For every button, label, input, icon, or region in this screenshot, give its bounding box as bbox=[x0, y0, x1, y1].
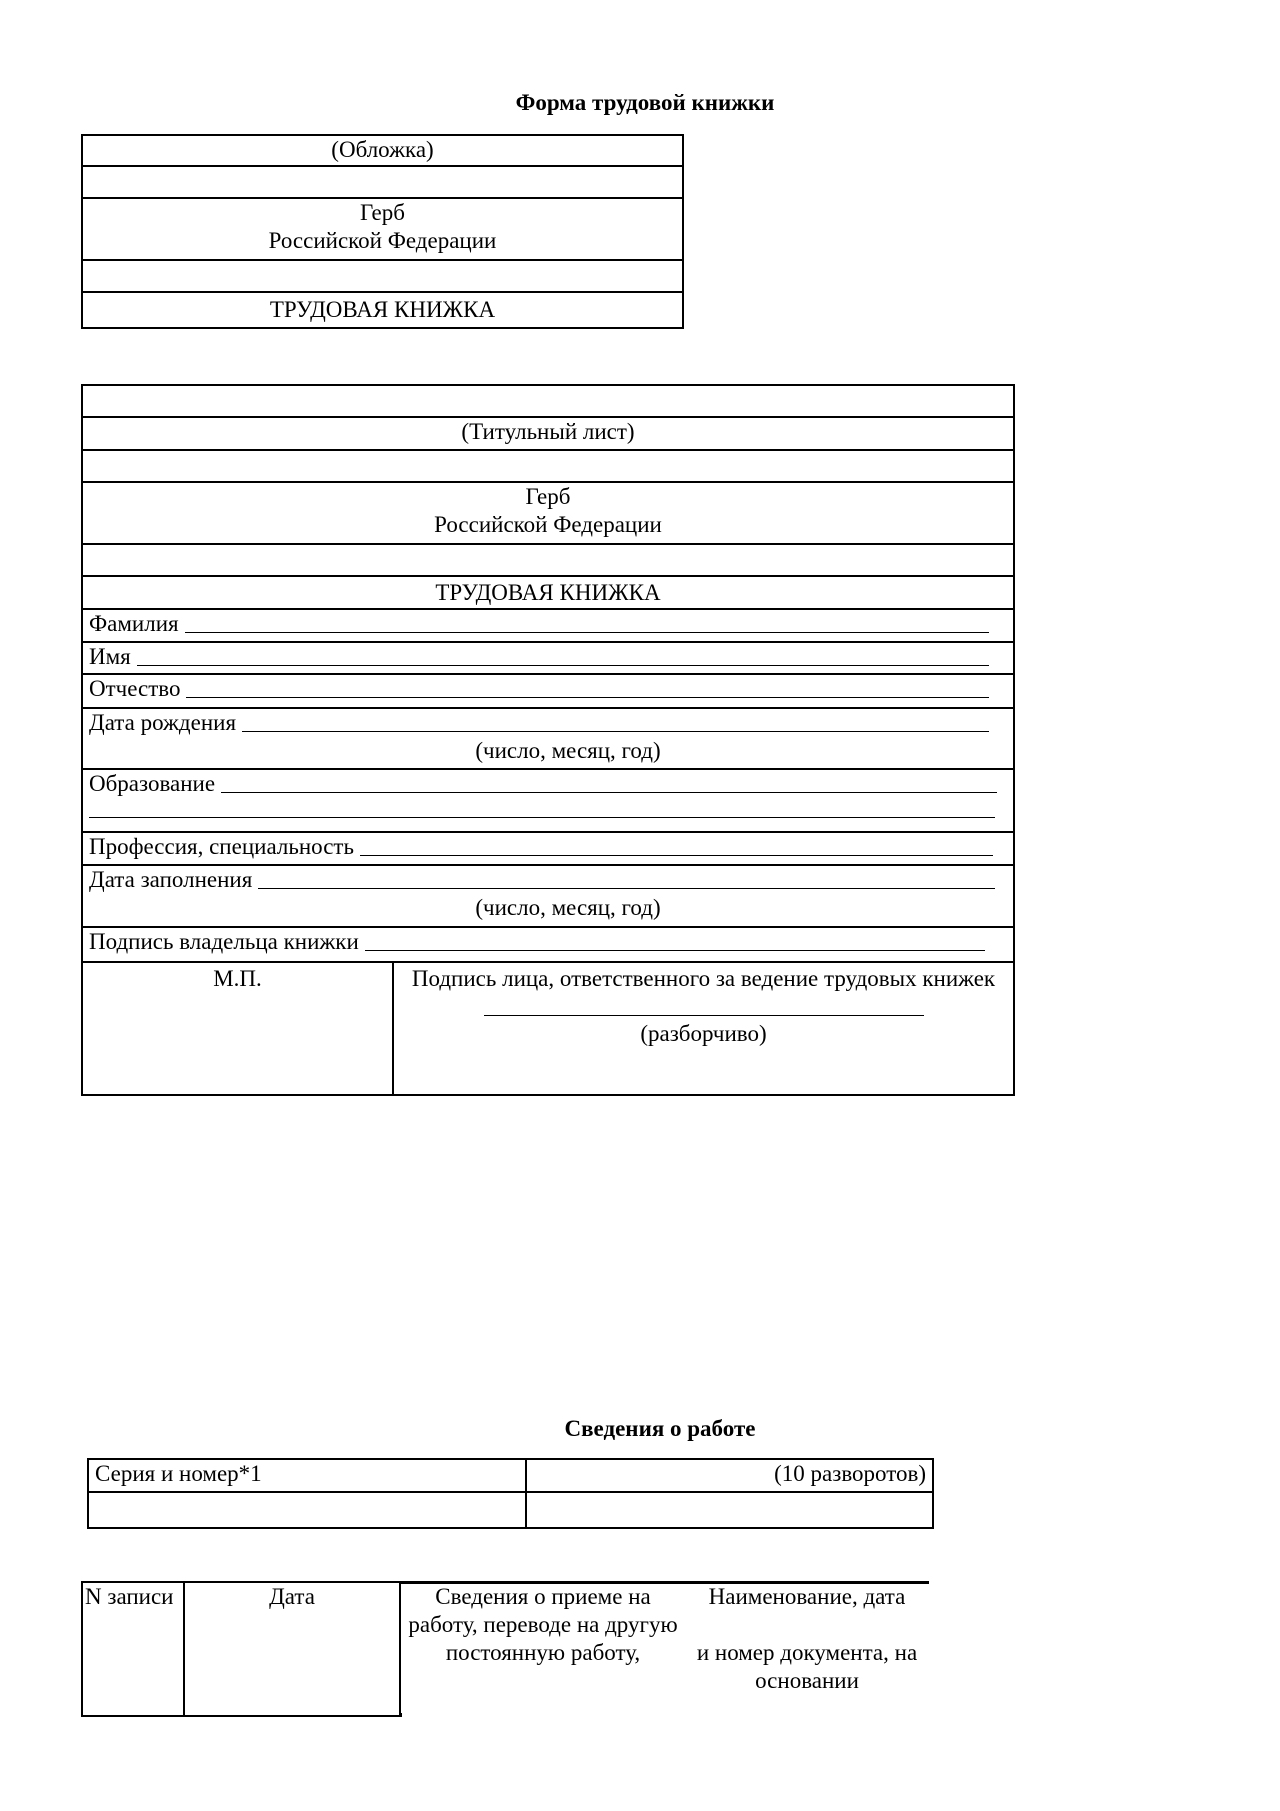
birth-date-hint: (число, месяц, год) bbox=[475, 738, 661, 763]
title-page-label: (Титульный лист) bbox=[82, 417, 1014, 450]
name-label: Имя bbox=[89, 644, 131, 669]
col-info-header: Сведения о приеме на работу, переводе на другую постоянную работу, bbox=[408, 1584, 678, 1665]
title-page-table bbox=[81, 384, 1015, 1096]
birth-date-field bbox=[82, 708, 1014, 769]
cover-emblem bbox=[82, 198, 683, 260]
fill-date-field bbox=[82, 865, 1014, 927]
education-line bbox=[221, 791, 997, 793]
birth-date-line bbox=[242, 730, 989, 732]
page-title: Форма трудовой книжки bbox=[515, 90, 775, 115]
name-field bbox=[82, 642, 1014, 674]
profession-field bbox=[82, 832, 1014, 865]
spreads-blank-cell bbox=[526, 1492, 933, 1528]
cover-table bbox=[81, 134, 684, 329]
stamp-label: М.П. bbox=[213, 966, 262, 991]
owner-signature-field bbox=[82, 927, 1014, 962]
cover-emblem-line1: Герб bbox=[360, 200, 405, 225]
cover-blank-row bbox=[82, 260, 683, 292]
col-date-header: Дата bbox=[183, 1581, 401, 1717]
stamp-cell bbox=[82, 962, 393, 1095]
surname-line bbox=[185, 631, 989, 633]
cover-label: (Обложка) bbox=[82, 135, 683, 166]
responsible-signature-cell bbox=[393, 962, 1014, 1095]
profession-line bbox=[360, 854, 993, 856]
title-blank-row bbox=[82, 385, 1014, 417]
education-label: Образование bbox=[89, 771, 216, 796]
surname-label: Фамилия bbox=[89, 611, 179, 636]
title-blank-row bbox=[82, 544, 1014, 576]
title-emblem-line2: Российской Федерации bbox=[434, 512, 662, 537]
name-line bbox=[137, 664, 989, 666]
patronymic-label: Отчество bbox=[89, 676, 181, 701]
owner-signature-label: Подпись владельца книжки bbox=[89, 929, 359, 954]
title-blank-row bbox=[82, 450, 1014, 482]
col-doc-line1: Наименование, дата bbox=[708, 1584, 906, 1609]
birth-date-label: Дата рождения bbox=[89, 710, 237, 735]
title-emblem-line1: Герб bbox=[525, 484, 571, 509]
cover-emblem-line2: Российской Федерации bbox=[268, 228, 497, 253]
education-line-2 bbox=[89, 816, 995, 818]
education-field bbox=[82, 769, 1014, 832]
fill-date-line bbox=[258, 887, 995, 889]
bottom-tick bbox=[399, 1713, 402, 1717]
legible-hint: (разборчиво) bbox=[640, 1021, 767, 1046]
title-emblem bbox=[82, 482, 1014, 544]
records-table bbox=[81, 1581, 929, 1717]
responsible-signature-line bbox=[484, 1001, 924, 1016]
series-blank-cell bbox=[88, 1492, 526, 1528]
cover-blank-row bbox=[82, 166, 683, 198]
col-number-header: N записи bbox=[81, 1581, 185, 1717]
surname-field bbox=[82, 609, 1014, 642]
patronymic-field bbox=[82, 674, 1014, 708]
spreads-label: (10 разворотов) bbox=[526, 1459, 933, 1492]
responsible-signature-label: Подпись лица, ответственного за ведение трудовых книжек bbox=[411, 966, 996, 991]
profession-label: Профессия, специальность bbox=[89, 834, 354, 859]
work-section-title: Сведения о работе bbox=[564, 1416, 756, 1441]
fill-date-hint: (число, месяц, год) bbox=[475, 895, 661, 920]
title-book-title: ТРУДОВАЯ КНИЖКА bbox=[82, 576, 1014, 609]
fill-date-label: Дата заполнения bbox=[89, 867, 253, 892]
col-doc-header bbox=[687, 1583, 927, 1695]
patronymic-line bbox=[186, 696, 989, 698]
col-doc-line2: и номер документа, на основании bbox=[696, 1640, 918, 1693]
cover-book-title: ТРУДОВАЯ КНИЖКА bbox=[82, 292, 683, 328]
series-label: Серия и номер*1 bbox=[88, 1459, 526, 1492]
series-table bbox=[87, 1458, 934, 1529]
owner-signature-line bbox=[365, 949, 985, 951]
